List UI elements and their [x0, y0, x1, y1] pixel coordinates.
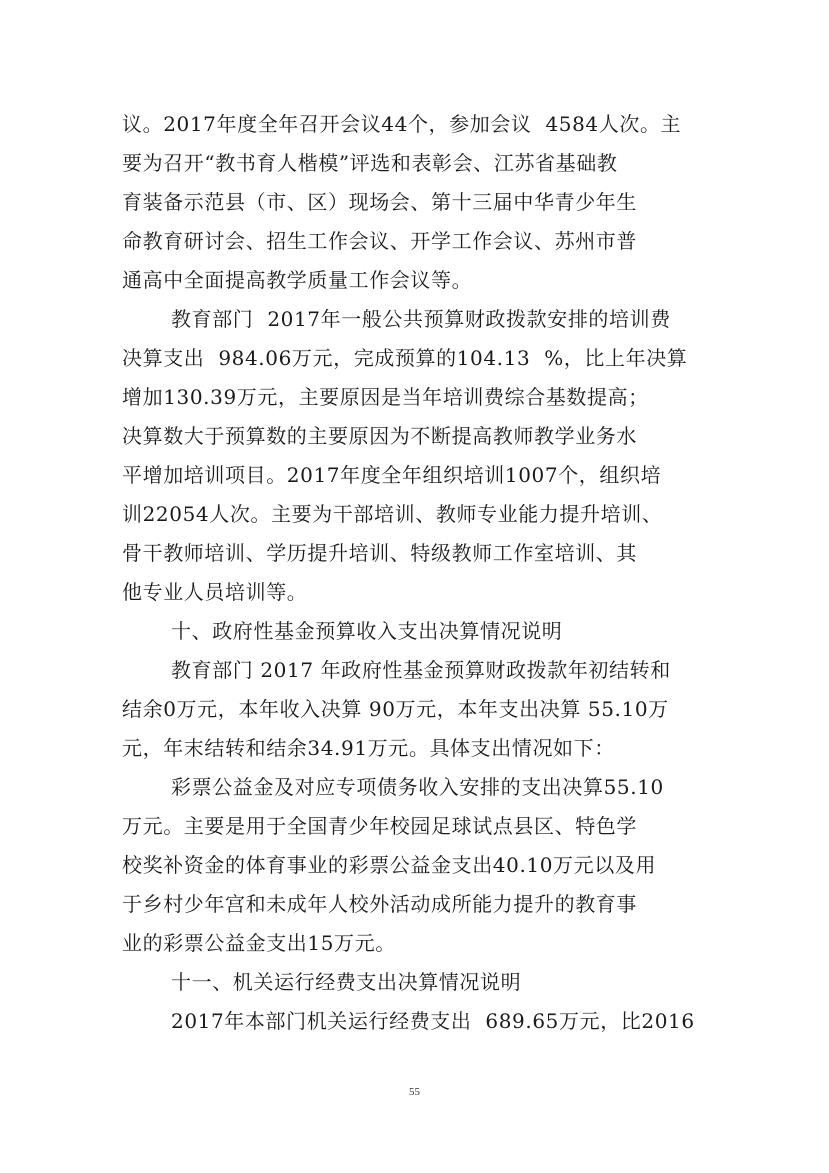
- text-line: 业的彩票公益金支出15万元。: [122, 931, 396, 955]
- section-heading: 十一、机关运行经费支出决算情况说明: [171, 970, 522, 994]
- text-line: 训22054人次。主要为干部培训、教师专业能力提升培训、: [122, 502, 663, 526]
- text-line: 决算支出 984.06万元，完成预算的104.13 %，比上年决算: [122, 346, 688, 370]
- text-line: 骨干教师培训、学历提升培训、特级教师工作室培训、其: [122, 541, 637, 565]
- text-line: 元，年末结转和结余34.91万元。具体支出情况如下：: [122, 736, 615, 760]
- text-line: 校奖补资金的体育事业的彩票公益金支出40.10万元以及用: [122, 853, 657, 877]
- text-line: 议。2017年度全年召开会议44个，参加会议 4584人次。主: [122, 112, 682, 136]
- text-line: 育装备示范县（市、区）现场会、第十三届中华青少年生: [122, 190, 637, 214]
- text-line: 于乡村少年宫和未成年人校外活动成所能力提升的教育事: [122, 892, 637, 916]
- page-number: 55: [409, 1086, 420, 1098]
- text-line: 平增加培训项目。2017年度全年组织培训1007个，组织培: [122, 463, 662, 487]
- text-line: 他专业人员培训等。: [122, 580, 308, 604]
- text-line: 教育部门 2017 年政府性基金预算财政拨款年初结转和: [171, 658, 671, 682]
- text-line: 增加130.39万元，主要原因是当年培训费综合基数提高；: [122, 385, 649, 409]
- text-line: 决算数大于预算数的主要原因为不断提高教师教学业务水: [122, 424, 637, 448]
- text-line: 结余0万元，本年收入决算 90万元，本年支出决算 55.10万: [122, 697, 669, 721]
- text-line: 教育部门 2017年一般公共预算财政拨款安排的培训费: [171, 307, 671, 331]
- text-line: 要为召开“教书育人楷模”评选和表彰会、江苏省基础教: [122, 151, 618, 175]
- section-heading: 十、政府性基金预算收入支出决算情况说明: [171, 619, 563, 643]
- text-line: 通高中全面提高教学质量工作会议等。: [122, 268, 473, 292]
- text-line: 万元。主要是用于全国青少年校园足球试点县区、特色学: [122, 814, 637, 838]
- text-line: 2017年本部门机关运行经费支出 689.65万元，比2016: [171, 1009, 695, 1033]
- text-line: 命教育研讨会、招生工作会议、开学工作会议、苏州市普: [122, 229, 637, 253]
- text-line: 彩票公益金及对应专项债务收入安排的支出决算55.10: [171, 775, 664, 799]
